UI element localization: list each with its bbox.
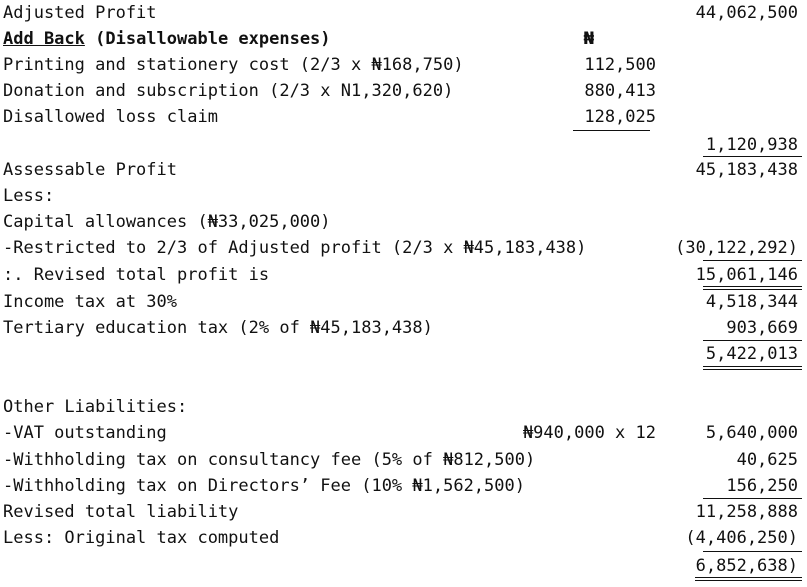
donation-amount: 880,413 bbox=[584, 81, 656, 101]
adjusted-profit-amount: 44,062,500 bbox=[695, 3, 798, 23]
row-original-tax bbox=[0, 527, 807, 553]
row-assessable-profit bbox=[0, 159, 807, 185]
adjusted-profit-label: Adjusted Profit bbox=[3, 3, 157, 23]
row-less bbox=[0, 185, 807, 211]
addback-total-rule bbox=[703, 156, 802, 157]
disallowed-loss-amount: 128,025 bbox=[584, 107, 656, 127]
row-final-amount bbox=[0, 555, 807, 581]
donation-label: Donation and subscription (2/3 x N1,320,620) bbox=[3, 81, 454, 101]
tax-total-rule-1 bbox=[703, 366, 802, 367]
income-tax-amount: 4,518,344 bbox=[705, 292, 798, 312]
restricted-amount: (30,122,292) bbox=[675, 238, 798, 258]
wht-directors-label: -Withholding tax on Directors’ Fee (10% ₦1,562,500) bbox=[3, 476, 525, 496]
printing-amount: 112,500 bbox=[584, 55, 656, 75]
tertiary-tax-label: Tertiary education tax (2% of ₦45,183,438) bbox=[3, 318, 433, 338]
row-wht-directors bbox=[0, 475, 807, 501]
addback-total-amount: 1,120,938 bbox=[705, 135, 798, 155]
tertiary-tax-rule bbox=[703, 340, 802, 341]
add-back-heading bbox=[3, 28, 331, 50]
revised-total-profit-amount: 15,061,146 bbox=[695, 265, 798, 285]
row-addback-total bbox=[0, 134, 807, 160]
row-restricted bbox=[0, 237, 807, 263]
other-liabilities-label: Other Liabilities: bbox=[3, 397, 188, 417]
row-printing bbox=[0, 54, 807, 80]
revised-profit-rule-1 bbox=[703, 286, 802, 287]
vat-label: -VAT outstanding bbox=[3, 423, 167, 443]
wht-consultancy-amount: 40,625 bbox=[736, 450, 798, 470]
add-back-label: Add Back bbox=[3, 29, 85, 49]
final-amount: 6,852,638) bbox=[695, 556, 798, 576]
original-tax-label: Less: Original tax computed bbox=[3, 528, 280, 548]
tax-total-amount: 5,422,013 bbox=[705, 344, 798, 364]
restricted-label: -Restricted to 2/3 of Adjusted profit (2/3 x ₦45,183,438) bbox=[3, 238, 587, 258]
naira-currency-header: ₦ bbox=[583, 29, 594, 49]
row-tertiary-tax bbox=[0, 317, 807, 343]
wht-consultancy-label: -Withholding tax on consultancy fee (5% of ₦812,500) bbox=[3, 450, 536, 470]
revised-total-profit-label: :. Revised total profit is bbox=[3, 265, 270, 285]
row-tax-total bbox=[0, 343, 807, 369]
row-adjusted-profit bbox=[0, 2, 807, 28]
income-tax-label: Income tax at 30% bbox=[3, 292, 177, 312]
vat-amount: 5,640,000 bbox=[705, 423, 798, 443]
add-back-sublabel: (Disallowable expenses) bbox=[84, 29, 331, 49]
restricted-rule bbox=[703, 260, 802, 261]
row-capital-allowances bbox=[0, 211, 807, 237]
final-amount-rule-2 bbox=[695, 580, 802, 581]
disallowed-loss-label: Disallowed loss claim bbox=[3, 107, 218, 127]
row-add-back bbox=[0, 28, 807, 54]
row-revised-total-profit bbox=[0, 264, 807, 290]
final-amount-rule-1 bbox=[695, 577, 802, 578]
assessable-profit-amount: 45,183,438 bbox=[695, 160, 798, 180]
less-label: Less: bbox=[3, 186, 55, 206]
original-tax-rule bbox=[703, 551, 802, 552]
row-revised-liability bbox=[0, 501, 807, 527]
row-disallowed-loss bbox=[0, 106, 807, 132]
row-vat bbox=[0, 422, 807, 448]
wht-directors-amount: 156,250 bbox=[726, 476, 798, 496]
addback-subtotal-rule bbox=[573, 130, 650, 131]
vat-computation: ₦940,000 x 12 bbox=[522, 423, 656, 443]
original-tax-amount: (4,406,250) bbox=[685, 528, 798, 548]
tax-total-rule-2 bbox=[703, 369, 802, 370]
tertiary-tax-amount: 903,669 bbox=[726, 318, 798, 338]
row-other-liabilities bbox=[0, 396, 807, 422]
capital-allowances-label: Capital allowances (₦33,025,000) bbox=[3, 212, 331, 232]
revised-profit-rule-2 bbox=[703, 289, 802, 290]
wht-directors-rule bbox=[703, 498, 802, 499]
row-wht-consultancy bbox=[0, 449, 807, 475]
revised-liability-label: Revised total liability bbox=[3, 502, 239, 522]
row-donation bbox=[0, 80, 807, 106]
revised-liability-amount: 11,258,888 bbox=[695, 502, 798, 522]
assessable-profit-label: Assessable Profit bbox=[3, 160, 177, 180]
printing-label: Printing and stationery cost (2/3 x ₦168,750) bbox=[3, 55, 464, 75]
row-income-tax bbox=[0, 291, 807, 317]
